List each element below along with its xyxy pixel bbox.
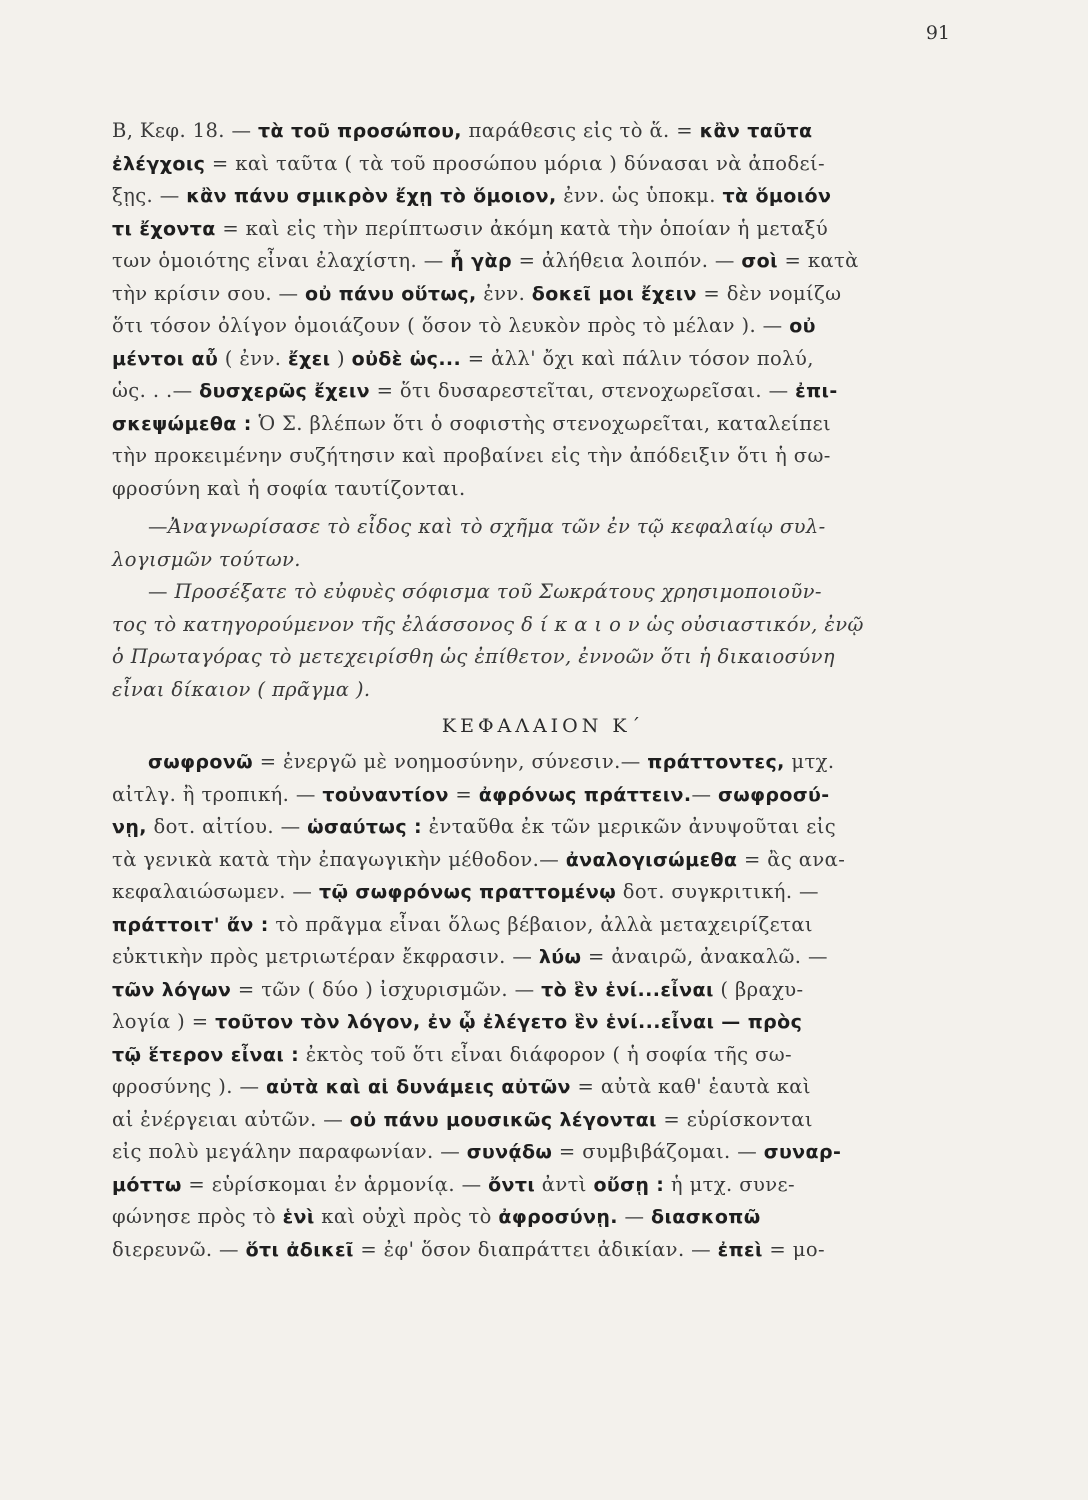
commentary-text: λογία ) =	[112, 1010, 216, 1033]
commentary-text: )	[330, 346, 352, 370]
commentary-text: αἱ ἐνέργειαι αὐτῶν. —	[112, 1107, 350, 1131]
text-line	[112, 909, 964, 942]
lemma-term: δυσχερῶς ἔχειν	[199, 380, 370, 402]
lemma-term: τοῦτον τὸν λόγον, ἐν ᾧ ἐλέγετο ἓν ἑνί...εἶναι — πρὸς	[215, 1011, 803, 1033]
lemma-term: ἐπεὶ	[717, 1238, 763, 1261]
text-line	[112, 779, 964, 812]
text-line	[112, 844, 964, 877]
lemma-term: οὔσῃ :	[593, 1173, 665, 1196]
lemma-term: οὐδὲ ὡς...	[351, 347, 462, 370]
exercise-text: Ἀναγνωρίσασε τὸ εἶδος καὶ τὸ σχῆμα τῶν ἐν τῷ κεφαλαίῳ συλ-	[167, 515, 826, 538]
text-line	[112, 213, 964, 246]
text-line	[112, 1039, 964, 1072]
lemma-term: σωφροσύ-	[718, 783, 830, 806]
exercise-text: Προσέξατε τὸ εὐφυὲς σόφισμα τοῦ Σωκράτους χρησιμοποιοῦν-	[174, 580, 822, 603]
text-line	[112, 375, 964, 408]
lemma-term: ἀφρόνως πράττειν.	[478, 783, 692, 806]
commentary-text: = εὑρίσκομαι ἐν ἁρμονίᾳ. —	[181, 1172, 489, 1196]
commentary-text: = ἐφ' ὅσον διαπράττει ἀδικίαν. —	[353, 1237, 718, 1261]
lemma-term: κἂν ταῦτα	[699, 120, 813, 142]
text-line	[112, 1169, 964, 1202]
commentary-text: ὅτι τόσον ὀλίγον ὁμοιάζουν ( ὅσον τὸ λευκὸν πρὸς τὸ μέλαν ). —	[112, 314, 790, 337]
commentary-text: ἐνταῦθα ἐκ τῶν μερικῶν ἀνυψοῦται εἰς	[422, 815, 837, 838]
lemma-term: νῃ,	[112, 816, 147, 838]
lemma-term: συναρ-	[763, 1141, 842, 1163]
text-line	[112, 1006, 964, 1039]
text-line	[112, 115, 964, 148]
lemma-term: ἀφροσύνῃ.	[498, 1206, 618, 1228]
lemma-term: ἦ γὰρ	[450, 250, 512, 272]
lemma-term: τῷ ἕτερον εἶναι :	[112, 1043, 300, 1066]
commentary-text: = ἐνεργῶ μὲ νοημοσύνην, σύνεσιν.—	[253, 750, 648, 773]
commentary-text: κεφαλαιώσωμεν. —	[112, 880, 319, 903]
body-text	[112, 115, 964, 1266]
chapter-heading: ΚΕΦΑΛΑΙΟΝ Κ΄	[441, 715, 645, 737]
commentary-text: = καὶ εἰς τὴν περίπτωσιν ἀκόμη κατὰ τὴν ὁποίαν ἡ μεταξύ	[215, 216, 829, 240]
commentary-text: δοτ. αἰτίου. —	[146, 815, 308, 838]
lemma-term: δοκεῖ μοι ἔχειν	[531, 282, 697, 305]
lemma-term: πράττοιτ' ἄν :	[112, 913, 269, 936]
text-line	[112, 576, 964, 609]
commentary-text: = δὲν νομίζω	[696, 281, 842, 305]
commentary-text: ἀντὶ	[535, 1172, 594, 1196]
exercise-text: τος τὸ κατηγορούμενον τῆς ἐλάσσονος δ ί κ α ι ο ν ὡς οὐσιαστικόν, ἐνῷ	[112, 612, 864, 636]
text-line	[112, 310, 964, 343]
commentary-text: τὰ γενικὰ κατὰ τὴν ἐπαγωγικὴν μέθοδον.—	[112, 847, 566, 871]
text-line	[112, 148, 964, 181]
commentary-text: εὐκτικὴν πρὸς μετριωτέραν ἔκφρασιν. —	[112, 945, 539, 968]
text-line	[112, 278, 964, 311]
exercise-text: ὁ Πρωταγόρας τὸ μετεχειρίσθη ὡς ἐπίθετον, ἐννοῶν ὅτι ἡ δικαιοσύνη	[112, 645, 835, 668]
exercise-text: λογισμῶν τούτων.	[112, 547, 301, 571]
lemma-term: τὸ ἓν ἑνί...εἶναι	[541, 978, 714, 1001]
lemma-term: οὐ πάνυ μουσικῶς λέγονται	[349, 1108, 657, 1131]
lemma-term: ἀναλογισώμεθα	[565, 848, 738, 871]
commentary-text: ἐνν. ὡς ὑποκμ.	[556, 184, 723, 207]
lemma-term: πράττοντες,	[647, 751, 785, 773]
text-line	[112, 544, 964, 577]
commentary-text: μτχ.	[784, 750, 835, 773]
commentary-text: των ὁμοιότης εἶναι ἐλαχίστη. —	[112, 249, 451, 272]
commentary-text: τὴν προκειμένην συζήτησιν καὶ προβαίνει εἰς τὴν ἀπόδειξιν ὅτι ἡ σω-	[112, 444, 831, 467]
commentary-text: —	[691, 782, 719, 806]
lemma-term: τοὐναντίον	[322, 783, 449, 806]
lemma-term: τὰ τοῦ προσώπου,	[257, 120, 462, 142]
lemma-term: μόττω	[112, 1173, 182, 1196]
commentary-text: = μο-	[762, 1237, 825, 1261]
text-line	[112, 180, 964, 213]
text-line	[112, 408, 964, 441]
commentary-text: —	[148, 515, 168, 538]
text-line	[112, 343, 964, 376]
commentary-text: = ἀναιρῶ, ἀνακαλῶ. —	[581, 945, 828, 968]
commentary-text: τὴν κρίσιν σου. —	[112, 281, 306, 305]
lemma-term: σκεψώμεθα :	[112, 412, 252, 435]
lemma-term: μέντοι αὖ	[112, 347, 219, 370]
commentary-text: φροσύνης ). —	[112, 1075, 266, 1098]
text-line	[112, 941, 964, 974]
exercise-text: εἶναι δίκαιον ( πρᾶγμα ).	[112, 677, 371, 701]
commentary-text: = ἀλήθεια λοιπόν. —	[511, 249, 742, 272]
lemma-term: ὅτι ἀδικεῖ	[245, 1238, 354, 1261]
text-line	[112, 245, 964, 278]
commentary-text: ( ἐνν.	[218, 346, 288, 370]
commentary-text: ἡ μτχ. συνε-	[664, 1172, 795, 1196]
commentary-text: ἐκτὸς τοῦ ὅτι εἶναι διάφορον ( ἡ σοφία τῆς σω-	[299, 1042, 793, 1066]
commentary-text: δοτ. συγκριτική. —	[616, 880, 819, 903]
commentary-text: ( βραχυ-	[713, 977, 804, 1001]
lemma-term: λύω	[538, 946, 582, 968]
lemma-term: τι ἔχοντα	[112, 217, 216, 240]
text-line	[112, 974, 964, 1007]
lemma-term: κἂν πάνυ σμικρὸν ἔχῃ τὸ ὅμοιον,	[186, 185, 557, 207]
text-line	[112, 609, 964, 642]
lemma-term: ὄντι	[488, 1173, 536, 1196]
lemma-term: ἑνὶ	[282, 1206, 315, 1228]
commentary-text: = ὅτι δυσαρεστεῖται, στενοχωρεῖσαι. —	[369, 379, 796, 402]
commentary-text: ξῃς. —	[112, 184, 187, 207]
text-line	[112, 1234, 964, 1267]
commentary-text: = καὶ ταῦτα ( τὰ τοῦ προσώπου μόρια ) δύνασαι νὰ ἀποδεί-	[205, 151, 826, 175]
text-line	[112, 1104, 964, 1137]
text-line	[112, 440, 964, 473]
commentary-text: = εὑρίσκονται	[656, 1107, 813, 1131]
commentary-text: εἰς πολὺ μεγάλην παραφωνίαν. —	[112, 1140, 467, 1163]
text-line	[112, 746, 964, 779]
commentary-text: διερευνῶ. —	[112, 1237, 246, 1261]
commentary-text: παράθεσις εἰς τὸ ἅ. =	[461, 119, 700, 142]
text-line	[112, 1201, 964, 1234]
commentary-text: φώνησε πρὸς τὸ	[112, 1205, 283, 1228]
commentary-text: =	[448, 782, 479, 806]
commentary-text: ἐνν.	[476, 281, 532, 305]
lemma-term: οὐ	[789, 315, 816, 337]
lemma-term: ἔχει	[287, 347, 331, 370]
commentary-text: ὡς. . .—	[112, 379, 200, 402]
page-number: 91	[925, 22, 950, 44]
lemma-term: ἐλέγχοις	[112, 152, 206, 175]
text-line	[112, 876, 964, 909]
lemma-term: ἐπι-	[795, 380, 838, 402]
lemma-term: σοὶ	[741, 250, 778, 272]
lemma-term: τῷ σωφρόνως πραττομένῳ	[318, 881, 617, 903]
commentary-text: τὸ πρᾶγμα εἶναι ὅλως βέβαιον, ἀλλὰ μεταχειρίζεται	[268, 912, 813, 936]
lemma-term: συνᾴδω	[466, 1141, 553, 1163]
commentary-text: —	[148, 580, 175, 603]
lemma-term: ὡσαύτως :	[307, 816, 423, 838]
text-line	[112, 511, 964, 544]
lemma-term: σωφρονῶ	[148, 751, 254, 773]
text-line	[112, 811, 964, 844]
lemma-term: διασκοπῶ	[651, 1206, 761, 1228]
text-line	[112, 1071, 964, 1104]
commentary-text: = ἀλλ' ὄχι καὶ πάλιν τόσον πολύ,	[461, 346, 814, 370]
text-line	[112, 1136, 964, 1169]
commentary-text: = συμβιβάζομαι. —	[552, 1140, 764, 1163]
commentary-text: = αὐτὰ καθ' ἑαυτὰ καὶ	[570, 1075, 811, 1098]
lemma-term: οὐ πάνυ οὕτως,	[305, 282, 477, 305]
commentary-text: = κατὰ	[777, 249, 859, 272]
lemma-term: τὰ ὅμοιόν	[722, 185, 832, 207]
text-line	[112, 473, 964, 506]
commentary-text: Ὁ Σ. βλέπων ὅτι ὁ σοφιστὴς στενοχωρεῖται, καταλείπει	[251, 411, 832, 435]
text-line	[112, 641, 964, 674]
commentary-text: = τῶν ( δύο ) ἰσχυρισμῶν. —	[231, 977, 542, 1001]
commentary-text: αἰτλγ. ἢ τροπική. —	[112, 782, 323, 806]
commentary-text: φροσύνη καὶ ἡ σοφία ταυτίζονται.	[112, 476, 466, 500]
commentary-text: Β, Κεφ. 18. —	[112, 119, 258, 142]
commentary-text: —	[617, 1205, 652, 1228]
text-line	[112, 674, 964, 707]
lemma-term: τῶν λόγων	[112, 978, 232, 1001]
commentary-text: = ἂς ανα-	[737, 847, 846, 871]
commentary-text: καὶ οὐχὶ πρὸς τὸ	[314, 1205, 499, 1228]
lemma-term: αὐτὰ καὶ αἱ δυνάμεις αὐτῶν	[265, 1076, 571, 1098]
